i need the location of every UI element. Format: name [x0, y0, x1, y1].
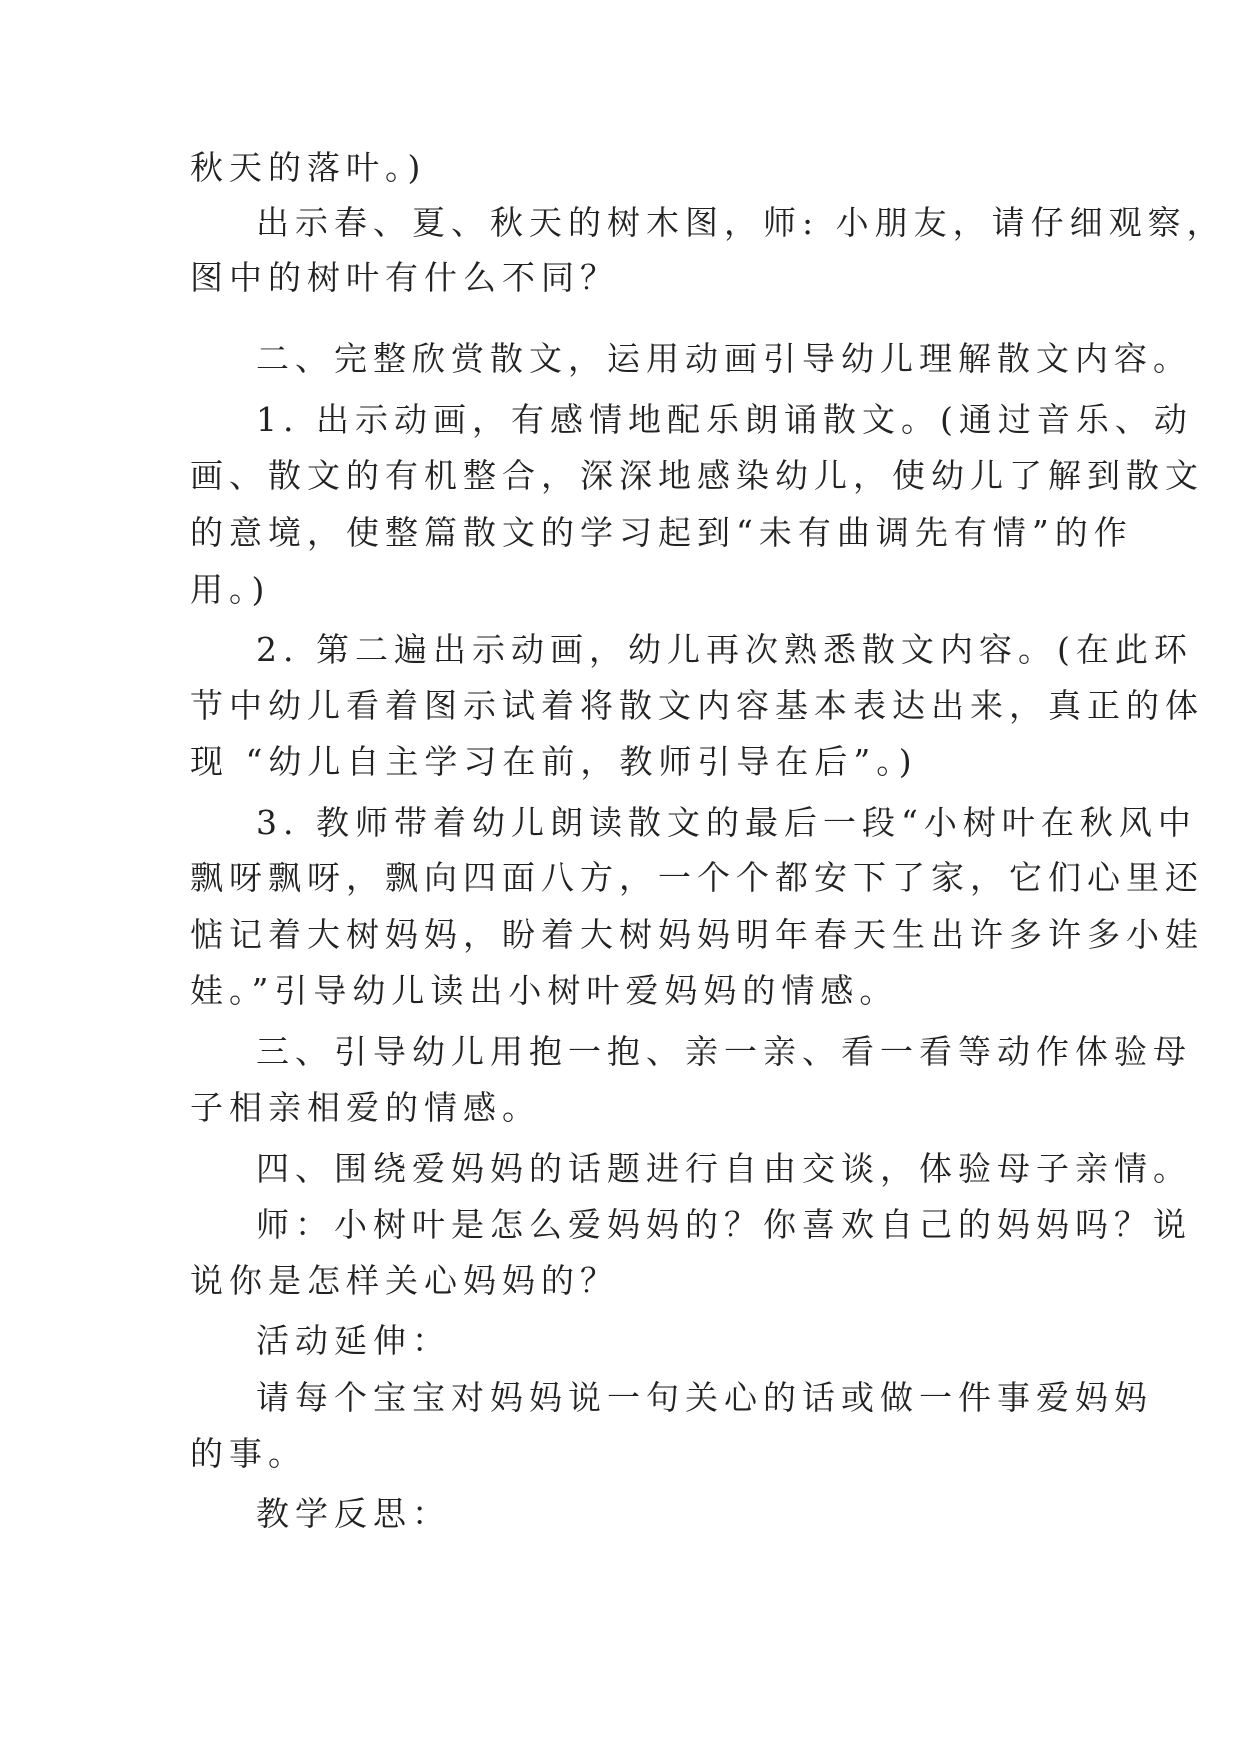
- text-line: 活动延伸：: [256, 1321, 451, 1360]
- section-heading: 三、引导幼儿用抱一抱、亲一亲、看一看等动作体验母: [256, 1032, 1192, 1071]
- text-line: 节中幼儿看着图示试着将散文内容基本表达出来，真正的体: [190, 686, 1204, 725]
- text-line: 教学反思：: [256, 1494, 451, 1533]
- text-line: 请每个宝宝对妈妈说一句关心的话或做一件事爱妈妈: [256, 1378, 1153, 1417]
- text-line: 图中的树叶有什么不同？: [190, 258, 619, 297]
- text-line: 1. 出示动画，有感情地配乐朗诵散文。(通过音乐、动: [256, 400, 1193, 439]
- text-line: 秋天的落叶。): [190, 148, 427, 187]
- text-line: 用。): [190, 570, 271, 609]
- text-line: 3. 教师带着幼儿朗读散文的最后一段“小树叶在秋风中: [256, 803, 1197, 842]
- text-line: 子相亲相爱的情感。: [190, 1088, 541, 1127]
- section-heading: 二、完整欣赏散文，运用动画引导幼儿理解散文内容。: [256, 339, 1192, 378]
- text-line: 师：小树叶是怎么爱妈妈的？你喜欢自己的妈妈吗？说: [256, 1205, 1192, 1244]
- text-line: 2. 第二遍出示动画，幼儿再次熟悉散文内容。(在此环: [256, 630, 1193, 669]
- section-heading: 四、围绕爱妈妈的话题进行自由交谈，体验母子亲情。: [256, 1149, 1192, 1188]
- text-line: 出示春、夏、秋天的树木图，师: 小朋友，请仔细观察，: [256, 203, 1226, 242]
- text-line: 现 “幼儿自主学习在前，教师引导在后”。): [190, 742, 918, 781]
- text-line: 说你是怎样关心妈妈的？: [190, 1261, 619, 1300]
- text-line: 的事。: [190, 1434, 307, 1473]
- text-line: 飘呀飘呀，飘向四面八方，一个个都安下了家，它们心里还: [190, 858, 1204, 897]
- text-line: 画、散文的有机整合，深深地感染幼儿，使幼儿了解到散文: [190, 456, 1204, 495]
- text-line: 惦记着大树妈妈，盼着大树妈妈明年春天生出许多许多小娃: [190, 915, 1204, 954]
- text-line: 的意境，使整篇散文的学习起到“未有曲调先有情”的作: [190, 513, 1133, 552]
- text-line: 娃。”引导幼儿读出小树叶爱妈妈的情感。: [190, 971, 899, 1010]
